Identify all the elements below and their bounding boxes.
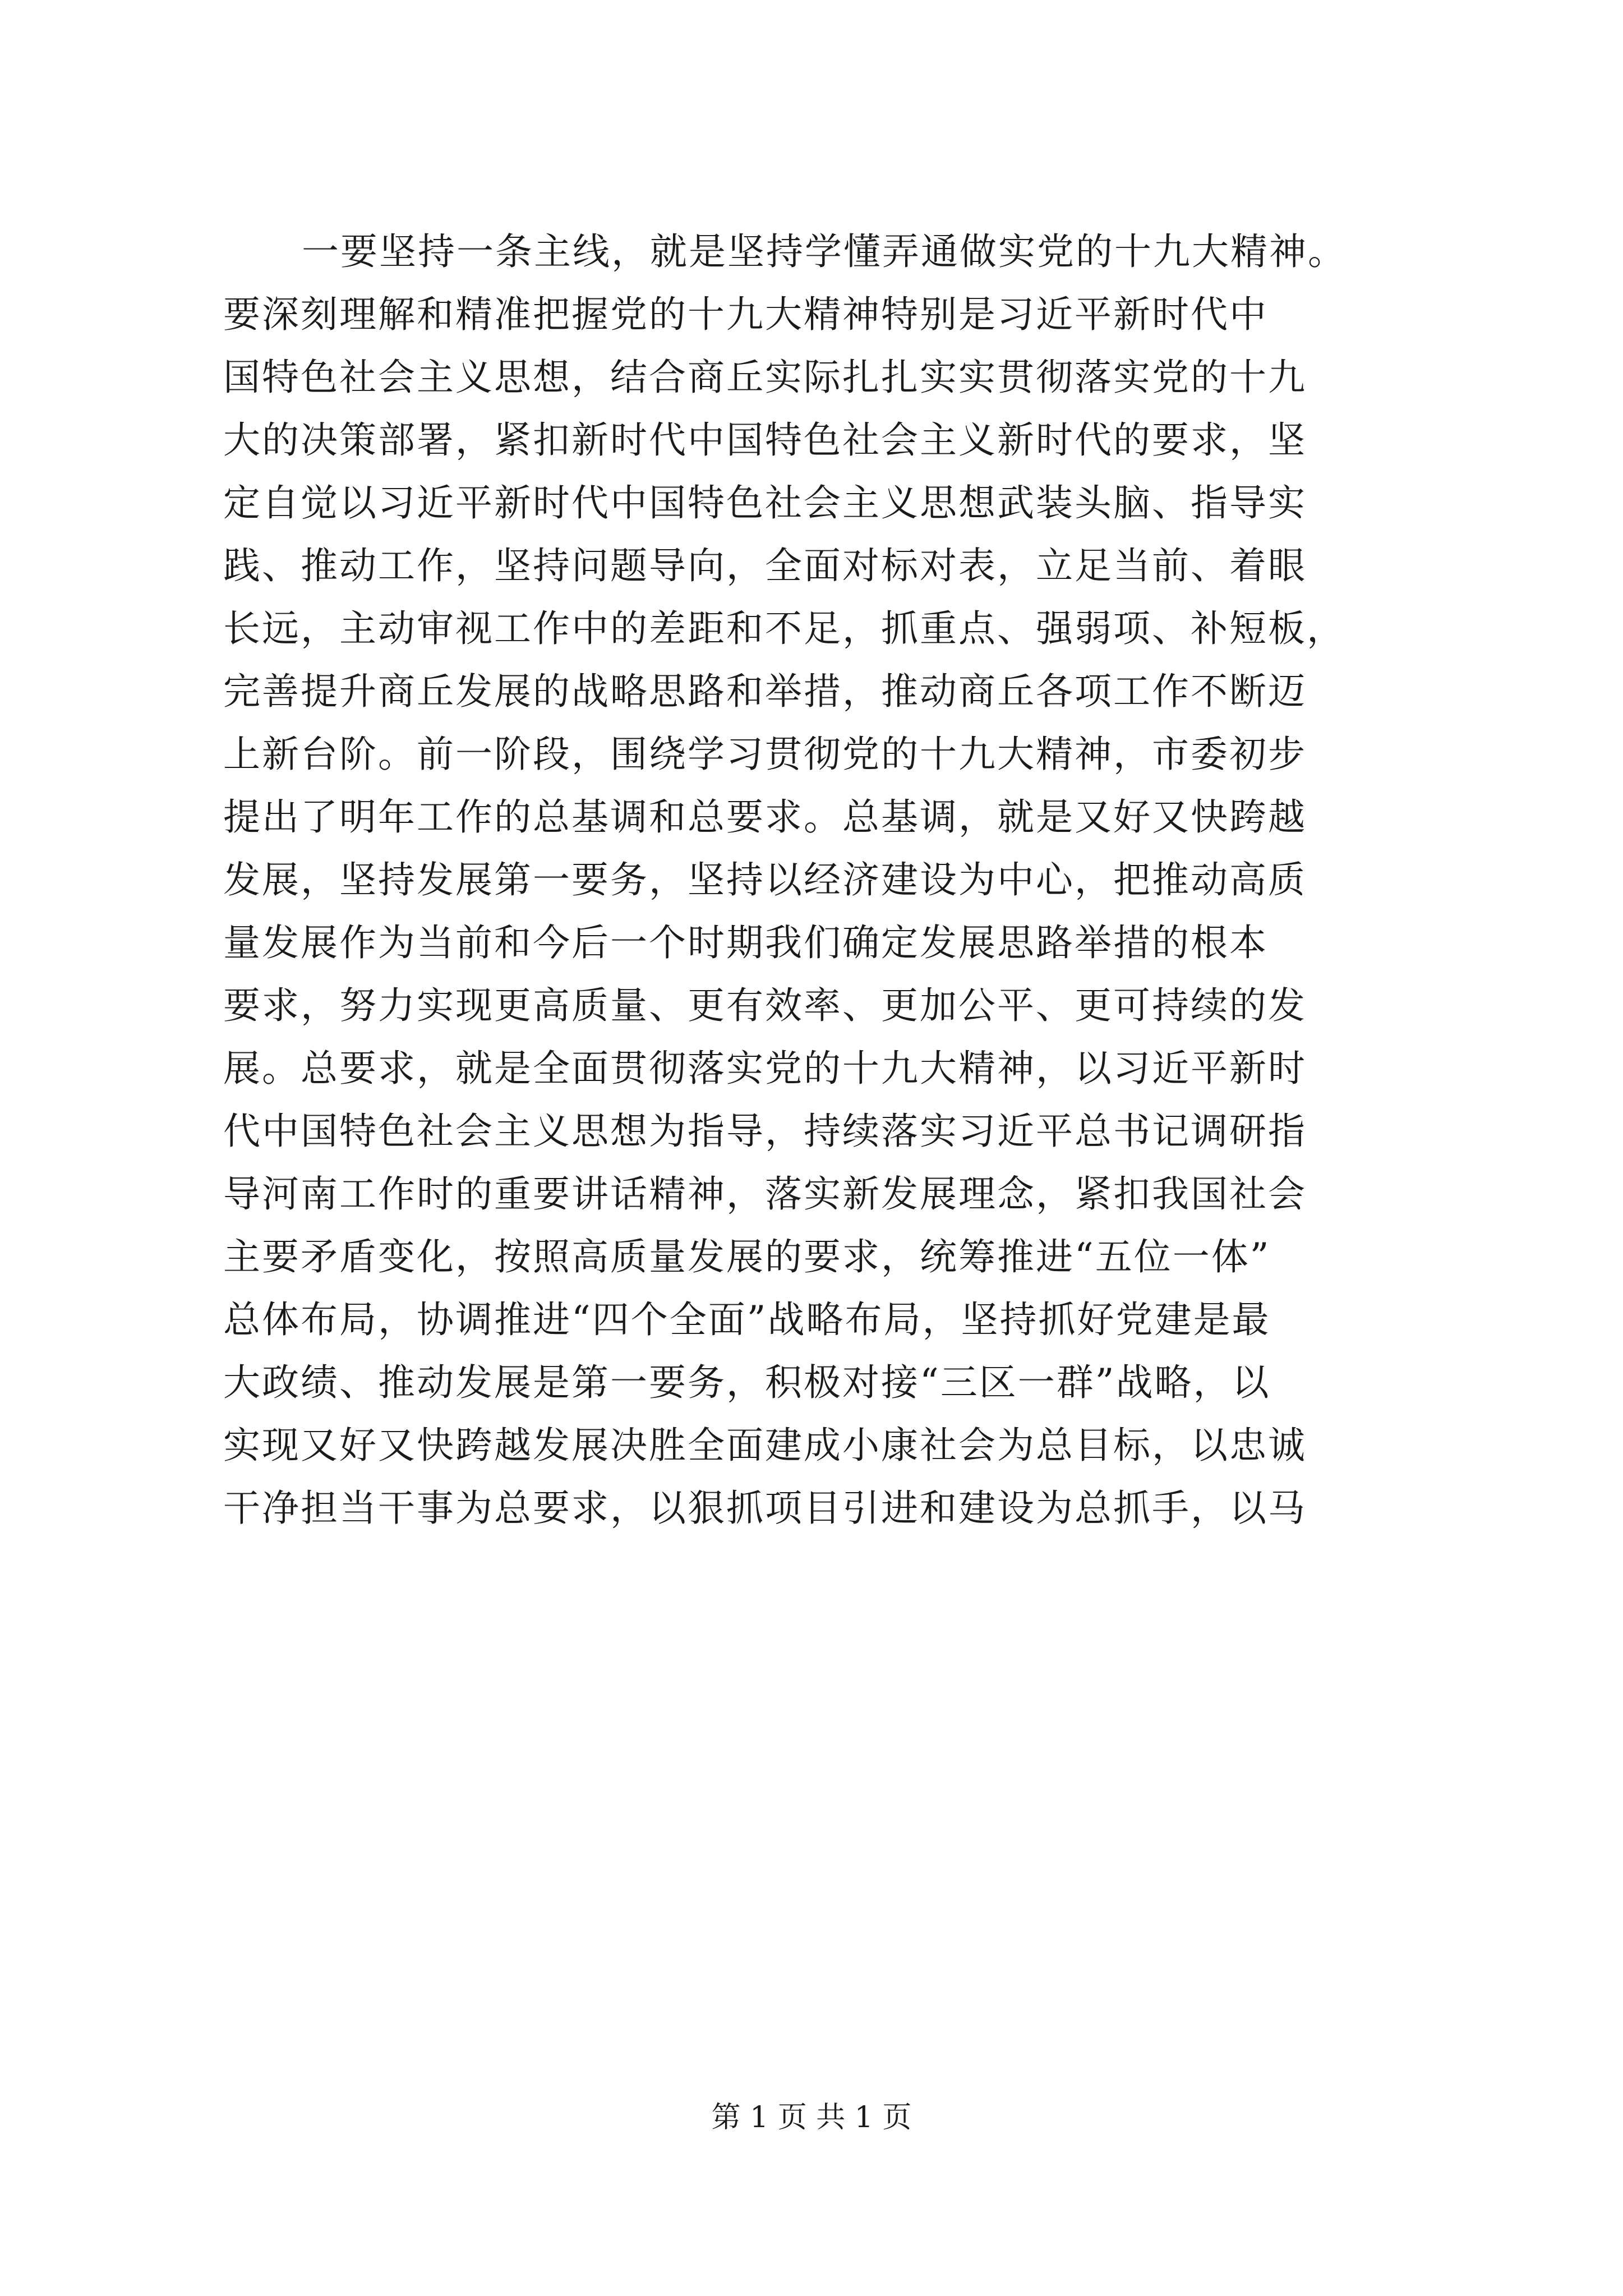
paragraph-line: 提出了明年工作的总基调和总要求。总基调，就是又好又快跨越: [223, 795, 1307, 839]
paragraph-line: 发展，坚持发展第一要务，坚持以经济建设为中心，把推动高质: [223, 858, 1307, 901]
paragraph-line: 导河南工作时的重要讲话精神，落实新发展理念，紧扣我国社会: [223, 1172, 1307, 1216]
paragraph-line: 代中国特色社会主义思想为指导，持续落实习近平总书记调研指: [223, 1110, 1307, 1153]
paragraph-line: 践、推动工作，坚持问题导向，全面对标对表，立足当前、着眼: [223, 544, 1307, 587]
paragraph-line: 总体布局，协调推进“四个全面”战略布局，坚持抓好党建是最: [223, 1298, 1271, 1341]
body-text: [223, 220, 1457, 1540]
paragraph-line: 国特色社会主义思想，结合商丘实际扎扎实实贯彻落实党的十九: [223, 356, 1307, 399]
paragraph-line: 大政绩、推动发展是第一要务，积极对接“三区一群”战略，以: [223, 1361, 1271, 1404]
paragraph-line: 实现又好又快跨越发展决胜全面建成小康社会为总目标，以忠诚: [223, 1424, 1307, 1467]
page-number-label: 第 1 页 共 1 页: [711, 2101, 912, 2134]
paragraph-line: 量发展作为当前和今后一个时期我们确定发展思路举措的根本: [223, 921, 1268, 964]
paragraph-line: 大的决策部署，紧扣新时代中国特色社会主义新时代的要求，坚: [223, 418, 1307, 462]
page-footer: [0, 2098, 1623, 2137]
paragraph-line: 完善提升商丘发展的战略思路和举措，推动商丘各项工作不断迈: [223, 670, 1307, 713]
paragraph-line: 主要矛盾变化，按照高质量发展的要求，统筹推进“五位一体”: [223, 1235, 1271, 1278]
paragraph-line: 干净担当干事为总要求，以狠抓项目引进和建设为总抓手，以马: [223, 1487, 1307, 1530]
paragraph-line: 长远，主动审视工作中的差距和不足，抓重点、强弱项、补短板，: [223, 607, 1345, 650]
paragraph-line: 一要坚持一条主线，就是坚持学懂弄通做实党的十九大精神。: [302, 230, 1347, 273]
paragraph-line: 定自觉以习近平新时代中国特色社会主义思想武装头脑、指导实: [223, 481, 1307, 524]
paragraph-line: 要求，努力实现更高质量、更有效率、更加公平、更可持续的发: [223, 984, 1307, 1027]
paragraph-line: 展。总要求，就是全面贯彻落实党的十九大精神，以习近平新时: [223, 1047, 1307, 1090]
paragraph-line: 要深刻理解和精准把握党的十九大精神特别是习近平新时代中: [223, 293, 1268, 336]
paragraph-line: 上新台阶。前一阶段，围绕学习贯彻党的十九大精神，市委初步: [223, 733, 1307, 776]
